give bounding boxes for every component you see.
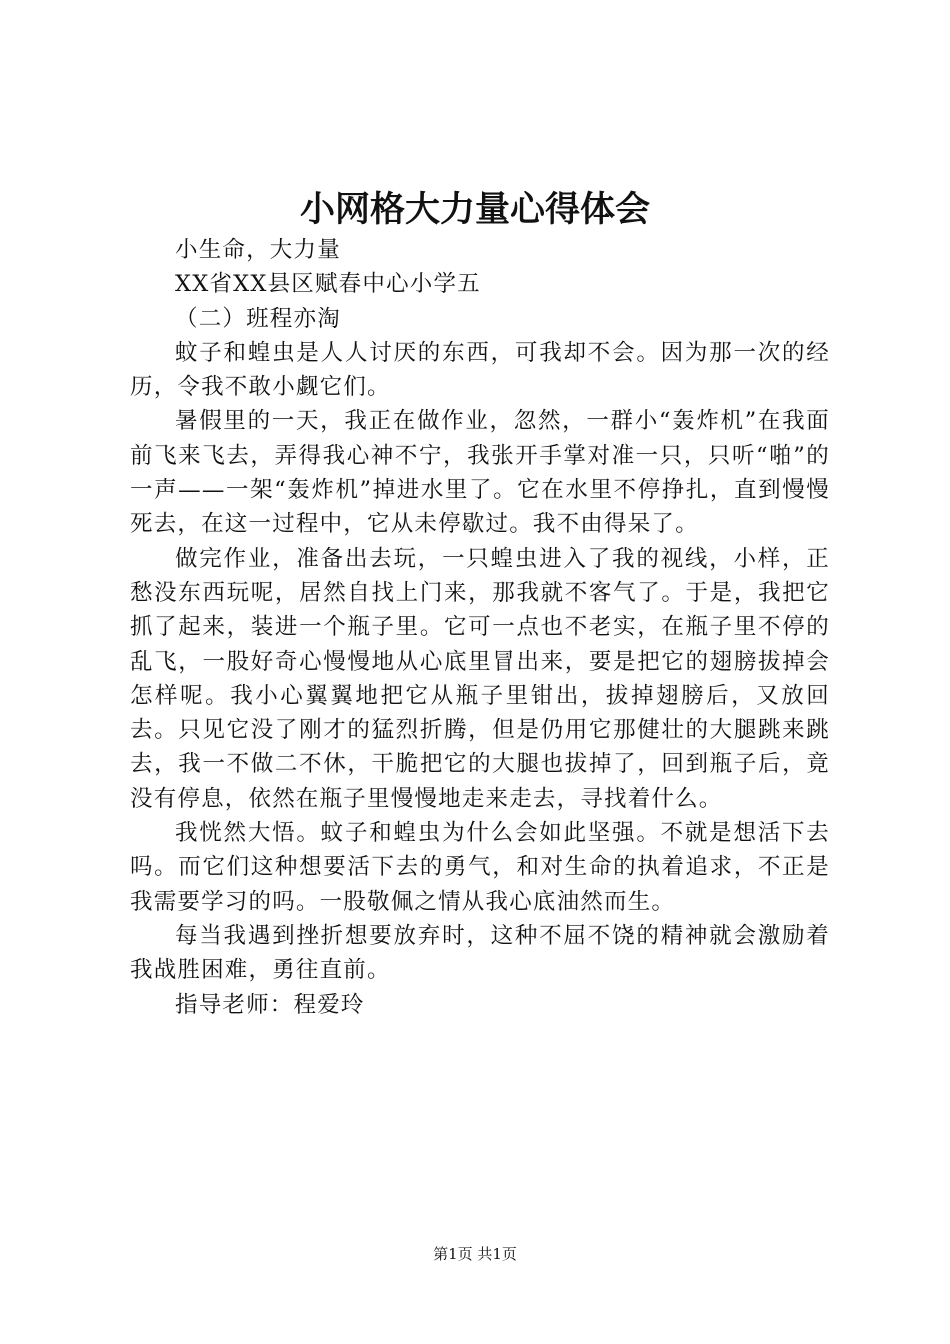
paragraph: 我恍然大悟。蚊子和蝗虫为什么会如此坚强。不就是想活下去吗。而它们这种想要活下去的勇气，和对生命的执着追求，不正是我需要学习的吗。一股敬佩之情从我心底油然而生。	[130, 820, 830, 915]
subtitle-line: 小生命，大力量	[175, 237, 341, 263]
paragraph: 每当我遇到挫折想要放弃时，这种不屈不饶的精神就会激励着我战胜困难，勇往直前。	[130, 922, 830, 984]
paragraph: 做完作业，准备出去玩，一只蝗虫进入了我的视线，小样，正愁没东西玩呢，居然自找上门来，那我就不客气了。于是，我把它抓了起来，装进一个瓶子里。它可一点也不老实，在瓶子里不停的乱飞，一股好奇心慢慢地从心底里冒出来，要是把它的翅膀拔掉会怎样呢。我小心翼翼地把它从瓶子里钳出，拔掉翅膀后，又放回去。只见它没了刚才的猛烈折腾，但是仍用它那健壮的大腿跳来跳去，我一不做二不休，干脆把它的大腿也拔掉了，回到瓶子后，竟没有停息，依然在瓶子里慢慢地走来走去，寻找着什么。	[130, 545, 830, 812]
paragraph: 暑假里的一天，我正在做作业，忽然，一群小“轰炸机”在我面前飞来飞去，弄得我心神不宁，我张开手掌对准一只，只听“啪”的一声——一架“轰炸机”掉进水里了。它在水里不停挣扎，直到慢慢死去，在这一过程中，它从未停歇过。我不由得呆了。	[130, 408, 830, 538]
paragraph: 蚊子和蝗虫是人人讨厌的东西，可我却不会。因为那一次的经历，令我不敢小觑它们。	[130, 339, 830, 401]
author-school-line: XX省XX县区赋春中心小学五	[175, 271, 481, 298]
document-body	[130, 233, 830, 1022]
teacher-line: 指导老师：程爱玲	[175, 991, 365, 1018]
page-footer: 第1页 共1页	[433, 1245, 517, 1263]
document-title: 小网格大力量心得体会	[299, 189, 650, 230]
author-class-line: （二）班程亦淘	[175, 305, 341, 332]
